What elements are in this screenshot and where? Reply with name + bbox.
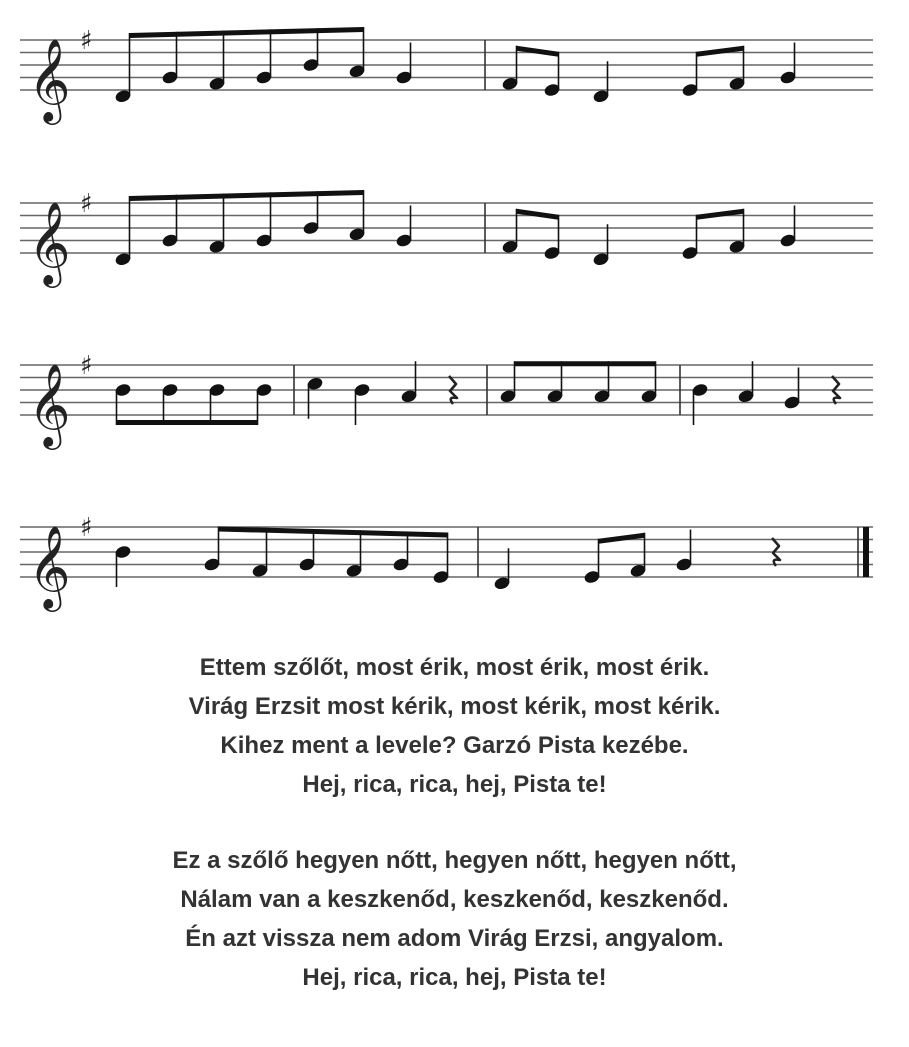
lyric-line: Hej, rica, rica, hej, Pista te! [302, 771, 607, 798]
lyric-line: Nálam van a keszkenőd, keszkenőd, keszkenőd. [180, 886, 729, 913]
beam [517, 46, 559, 57]
treble-clef-icon: 𝄞 [28, 362, 71, 446]
sharp-key-signature-icon: ♯ [80, 26, 93, 56]
sharp-key-signature-icon: ♯ [80, 513, 93, 543]
sharp-key-signature-icon: ♯ [80, 351, 93, 381]
treble-clef-icon: 𝄞 [28, 200, 71, 284]
lyrics-verse-2 [0, 841, 909, 997]
treble-clef-icon: 𝄞 [28, 524, 71, 608]
beam [697, 46, 744, 57]
beam [130, 190, 364, 201]
beam [117, 420, 258, 425]
beam [219, 527, 448, 538]
lyric-line: Ettem szőlőt, most érik, most érik, most érik. [199, 654, 710, 681]
beam [517, 209, 559, 220]
beam [697, 209, 744, 220]
lyric-line: Kihez ment a levele? Garzó Pista kezébe. [220, 732, 689, 759]
beam [599, 533, 645, 544]
lyric-line: Én azt vissza nem adom Virág Erzsi, angyalom. [185, 925, 724, 952]
sharp-key-signature-icon: ♯ [80, 189, 93, 219]
treble-clef-icon: 𝄞 [28, 37, 71, 121]
lyric-line: Ez a szőlő hegyen nőtt, hegyen nőtt, hegyen nőtt, [172, 847, 737, 874]
lyric-line: Hej, rica, rica, hej, Pista te! [302, 964, 607, 991]
lyric-line: Virág Erzsit most kérik, most kérik, most kérik. [188, 693, 721, 720]
final-barline-thick [863, 527, 869, 577]
lyrics-verse-1 [0, 648, 909, 804]
beam [130, 27, 364, 38]
beam [515, 361, 656, 366]
